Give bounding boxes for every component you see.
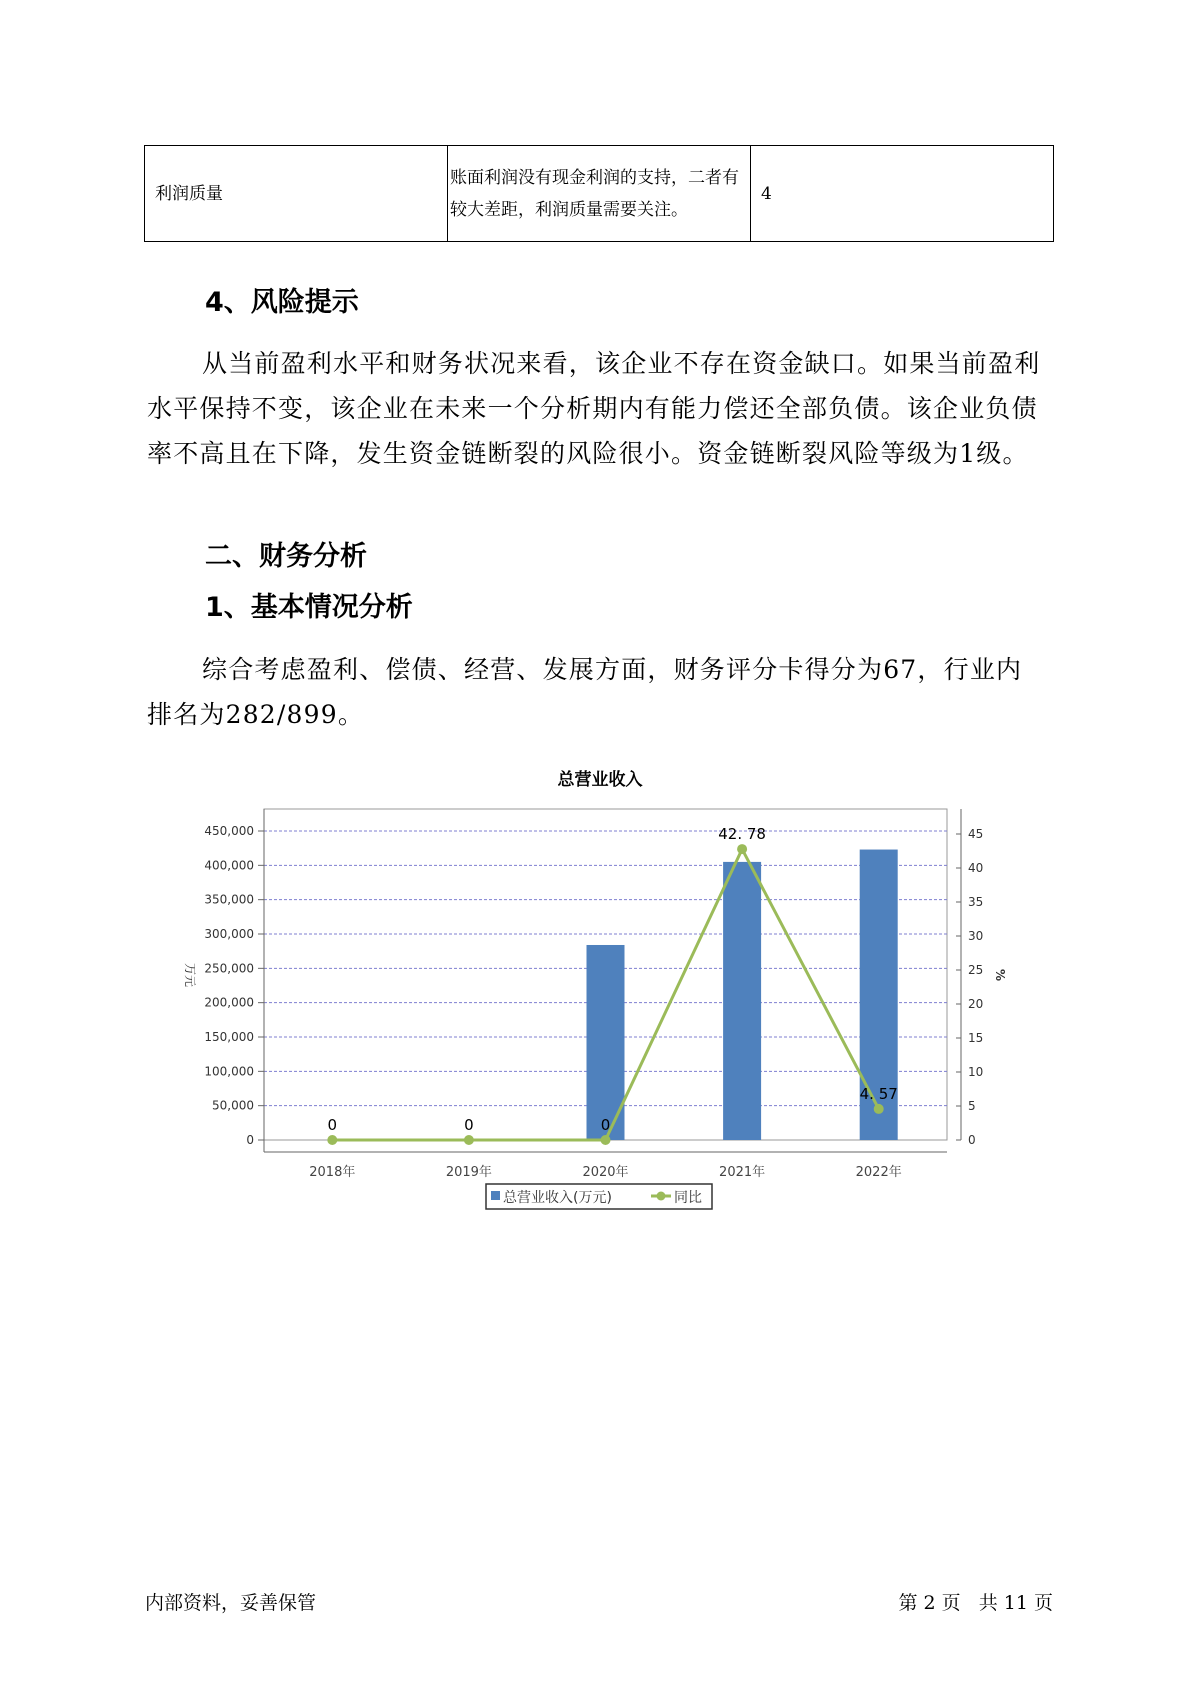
table-cell-desc: 账面利润没有现金利润的支持，二者有较大差距，利润质量需要关注。 [448, 146, 751, 242]
y-tick-label: 350,000 [204, 892, 254, 907]
data-label: 4. 57 [859, 1084, 898, 1103]
table-cell-item: 利润质量 [145, 146, 448, 242]
paragraph-basic-text: 综合考虑盈利、偿债、经营、发展方面，财务评分卡得分为67，行业内排名为282/899。 [147, 655, 1023, 729]
section-heading-finance: 二、财务分析 [205, 541, 367, 572]
y2-tick-label: 20 [968, 997, 984, 1011]
y-axis-label: 万元 [183, 962, 197, 988]
yoy-point [874, 1104, 884, 1114]
y2-tick-label: 25 [968, 963, 984, 977]
legend-line-marker [657, 1192, 666, 1201]
bar [723, 862, 761, 1140]
data-label: 0 [600, 1116, 611, 1134]
footer-page-number: 第 2 页 共 11 页 [898, 1592, 1053, 1614]
y-tick-label: 100,000 [204, 1064, 254, 1079]
yoy-point [327, 1135, 337, 1145]
y-tick-label: 50,000 [212, 1098, 254, 1113]
x-tick-label: 2021年 [719, 1165, 766, 1180]
legend-bar-swatch [491, 1191, 500, 1200]
x-tick-label: 2020年 [582, 1165, 629, 1180]
y-tick-label: 450,000 [204, 824, 254, 838]
y-tick-label: 0 [246, 1133, 254, 1147]
x-tick-label: 2019年 [445, 1165, 492, 1180]
x-tick-label: 2022年 [855, 1165, 902, 1180]
y-tick-label: 150,000 [204, 1030, 254, 1044]
data-label: 0 [327, 1116, 338, 1134]
paragraph-risk-text: 从当前盈利水平和财务状况来看，该企业不存在资金缺口。如果当前盈利水平保持不变，该企业在未来一个分析期内有能力偿还全部负债。该企业负债率不高且在下降，发生资金链断裂的风险很小。资金链断裂风险等级为1级。 [147, 349, 1041, 468]
y-tick-label: 400,000 [204, 858, 254, 873]
footer-confidential: 内部资料，妥善保管 [145, 1592, 317, 1614]
yoy-point [601, 1135, 611, 1145]
legend-item-yoy: 同比 [674, 1190, 702, 1206]
y2-tick-label: 45 [968, 827, 984, 841]
chart-legend [486, 1184, 712, 1209]
data-label: 0 [464, 1116, 474, 1134]
y-tick-label: 200,000 [204, 995, 254, 1010]
y-tick-label: 300,000 [204, 927, 254, 941]
y2-tick-label: 0 [968, 1133, 976, 1147]
legend-item-revenue: 总营业收入(万元) [503, 1190, 612, 1206]
section-heading-risk: 4、风险提示 [205, 287, 359, 318]
y2-tick-label: 5 [968, 1099, 976, 1113]
bar-series [587, 850, 898, 1140]
x-tick-label: 2018年 [309, 1165, 356, 1180]
subsection-heading-basic: 1、基本情况分析 [205, 592, 413, 623]
data-label: 42. 78 [718, 825, 766, 844]
yoy-point [464, 1135, 474, 1145]
y2-axis-label: % [993, 968, 1007, 982]
y2-tick-label: 40 [968, 861, 984, 875]
chart-title: 总营业收入 [557, 770, 643, 790]
y2-tick-label: 15 [968, 1031, 984, 1045]
y2-tick-label: 10 [968, 1065, 984, 1079]
y-tick-label: 250,000 [204, 961, 254, 976]
yoy-point [737, 844, 747, 854]
table-cell-score: 4 [751, 146, 1054, 242]
y2-tick-label: 30 [968, 929, 984, 943]
y2-tick-label: 35 [968, 895, 984, 909]
